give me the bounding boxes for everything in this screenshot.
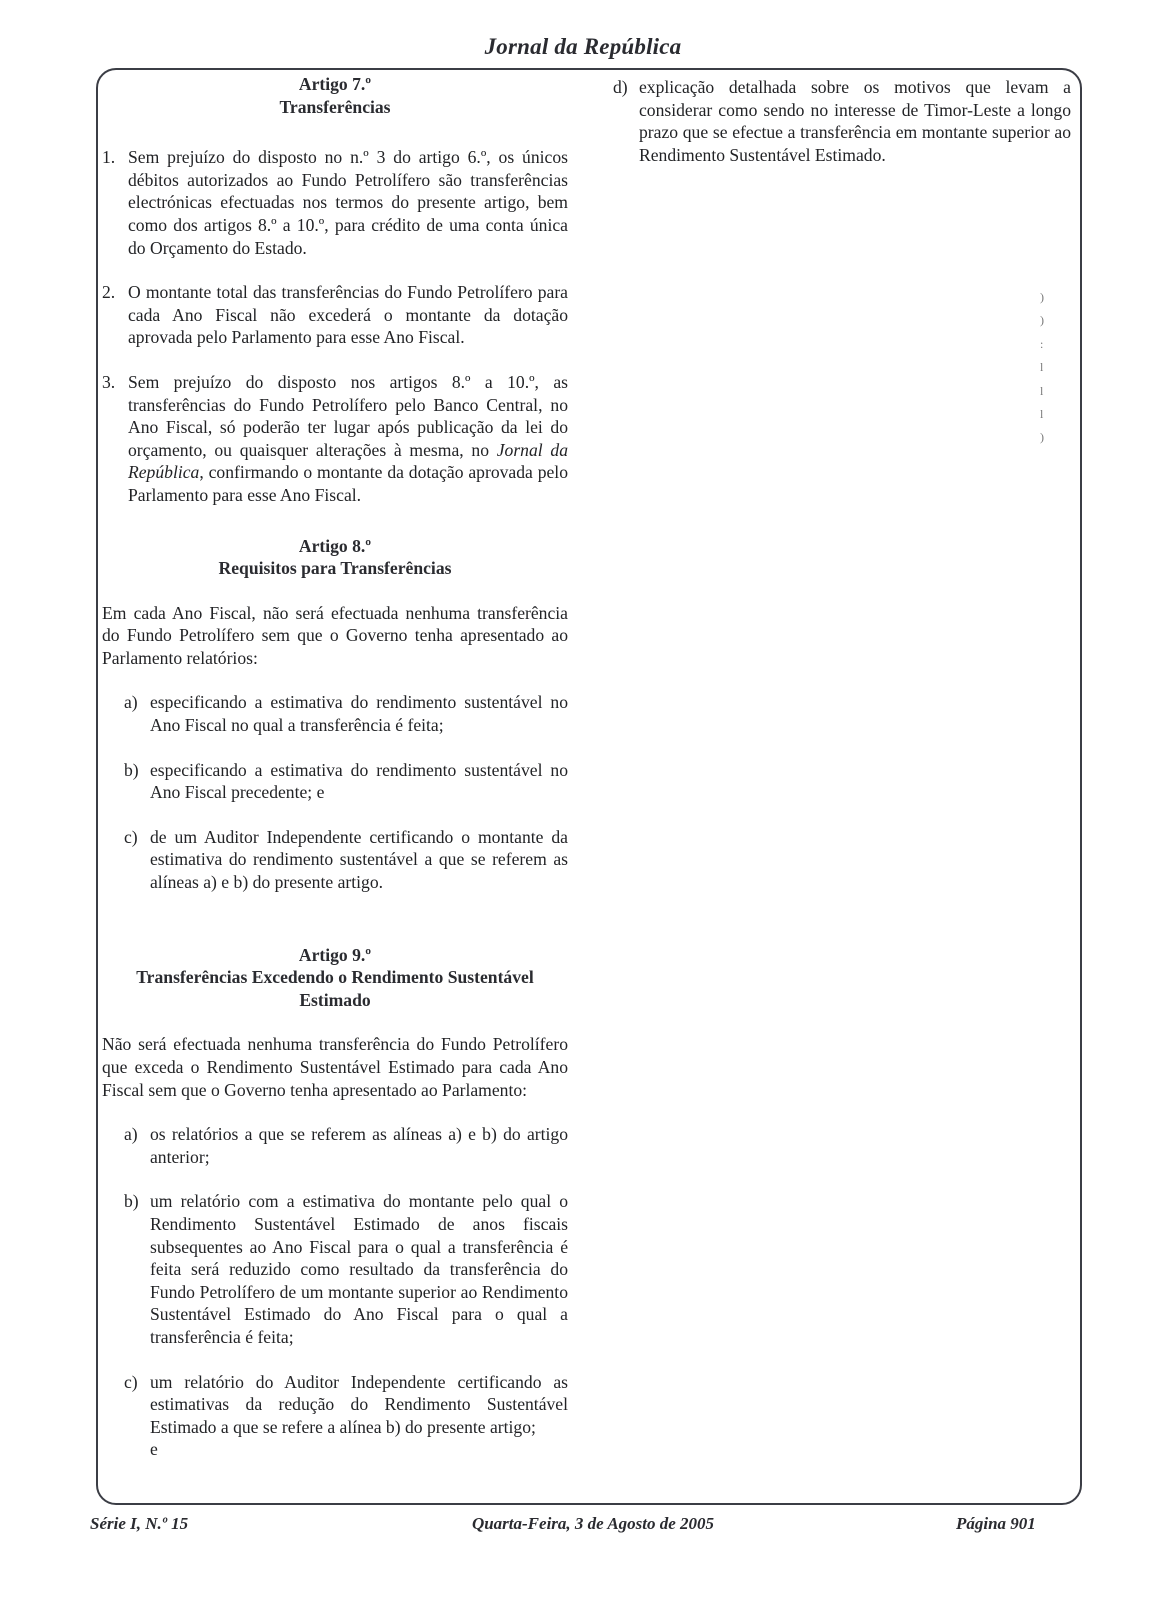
alinea-text: os relatórios a que se referem as alíneas a) e b) do artigo anterior;: [150, 1124, 568, 1167]
article-7-number: Artigo 7.º: [298, 74, 372, 94]
article-7-paragraph-2: [102, 281, 568, 349]
article-8-number: Artigo 8.º: [298, 535, 372, 556]
alinea-text: especificando a estimativa do rendimento sustentável no Ano Fiscal no qual a transferência é feita;: [150, 692, 568, 736]
article-7-paragraph-3: [102, 371, 568, 507]
margin-bleed-marks: ) ) : l l l ): [1040, 290, 1044, 445]
alinea-text: um relatório do Auditor Independente certificando as estimativas da redução do Rendimento Sustentável Estimado a que se refere a alínea b) do presente artigo; e: [150, 1371, 568, 1460]
alinea-text: explicação detalhada sobre os motivos que levam a considerar como sendo no interesse de Timor-Leste a longo prazo que se efectue a transferência em montante superior ao Rendimento Sustentável Estimado.: [639, 77, 1071, 165]
journal-reference: Jornal da República: [128, 439, 568, 483]
paragraph-text: O montante total das transferências do Fundo Petrolífero para cada Ano Fiscal não excederá o montante da dotação aprovada pelo Parlamento para esse Ano Fiscal.: [128, 282, 568, 348]
alinea-label: c): [124, 1371, 138, 1392]
alinea-label: c): [124, 826, 138, 847]
article-9-title: Transferências Excedendo o Rendimento Sustentável Estimado: [136, 967, 534, 1010]
alinea-label: a): [124, 692, 138, 713]
article-9-alinea-d: [613, 76, 1071, 166]
journal-title: Jornal da República: [484, 34, 682, 59]
article-8-heading: [102, 535, 568, 580]
article-7-title: Transferências: [279, 96, 391, 117]
article-9-alinea-b: [102, 1190, 568, 1348]
article-9-heading: [102, 944, 568, 1012]
article-8-alinea-c: [102, 826, 568, 894]
paragraph-text: Sem prejuízo do disposto no n.º 3 do artigo 6.º, os únicos débitos autorizados ao Fundo Petrolífero são transferências electrónicas efectuadas nos termos do presente artigo, bem como dos artigos 8.º a 10.º, para crédito de uma conta única do Orçamento do Estado.: [128, 147, 568, 258]
article-7-paragraph-1: [102, 146, 568, 259]
article-9-intro: Não será efectuada nenhuma transferência do Fundo Petrolífero que exceda o Rendimento Sustentável Estimado para cada Ano Fiscal sem que o Governo tenha apresentado ao Parlamento:: [102, 1034, 568, 1100]
right-column: [613, 76, 1071, 166]
left-column: [102, 73, 568, 1461]
alinea-label: a): [124, 1124, 138, 1145]
alinea-label: d): [613, 77, 628, 97]
article-8-intro: Em cada Ano Fiscal, não será efectuada nenhuma transferência do Fundo Petrolífero sem que o Governo tenha apresentado ao Parlamento relatórios:: [102, 602, 568, 668]
article-8-title: Requisitos para Transferências: [218, 558, 452, 579]
alinea-label: b): [124, 1191, 139, 1212]
article-8-alinea-b: [102, 759, 568, 804]
paragraph-label: 1.: [102, 147, 116, 168]
paragraph-label: 3.: [102, 371, 116, 392]
article-9-alinea-c: [102, 1371, 568, 1461]
trailing-conjunction: e: [150, 1439, 158, 1460]
article-9-alinea-a: [102, 1123, 568, 1168]
alinea-label: b): [124, 759, 139, 780]
article-7-heading: [102, 73, 568, 118]
footer-series: Série I, N.º 15: [90, 1514, 189, 1533]
alinea-text: um relatório com a estimativa do montante pelo qual o Rendimento Sustentável Estimado de anos fiscais subsequentes ao Ano Fiscal para o qual a transferência é feita será reduzido como resultado da transferência do Fundo Petrolífero de um montante superior ao Rendimento Sustentável Estimado do Ano Fiscal para o qual a transferência é feita;: [150, 1191, 568, 1347]
footer-page-number: Página 901: [956, 1514, 1036, 1533]
alinea-text: de um Auditor Independente certificando o montante da estimativa do rendimento sustentável a que se referem as alíneas a) e b) do presente artigo.: [150, 826, 568, 893]
article-8-alinea-a: [102, 691, 568, 736]
article-9-number: Artigo 9.º: [298, 944, 372, 965]
footer-date: Quarta-Feira, 3 de Agosto de 2005: [471, 1514, 715, 1533]
paragraph-label: 2.: [102, 282, 116, 303]
paragraph-text: Sem prejuízo do disposto nos artigos 8.º a 10.º, as transferências do Fundo Petrolífero pelo Banco Central, no Ano Fiscal, só poderão ter lugar após publicação da lei do orçamento, ou quaisquer alterações à mesma, no Jornal da República, confirmando o montante da dotação aprovada pelo Parlamento para esse Ano Fiscal.: [128, 371, 568, 505]
alinea-text: especificando a estimativa do rendimento sustentável no Ano Fiscal precedente; e: [150, 759, 568, 803]
